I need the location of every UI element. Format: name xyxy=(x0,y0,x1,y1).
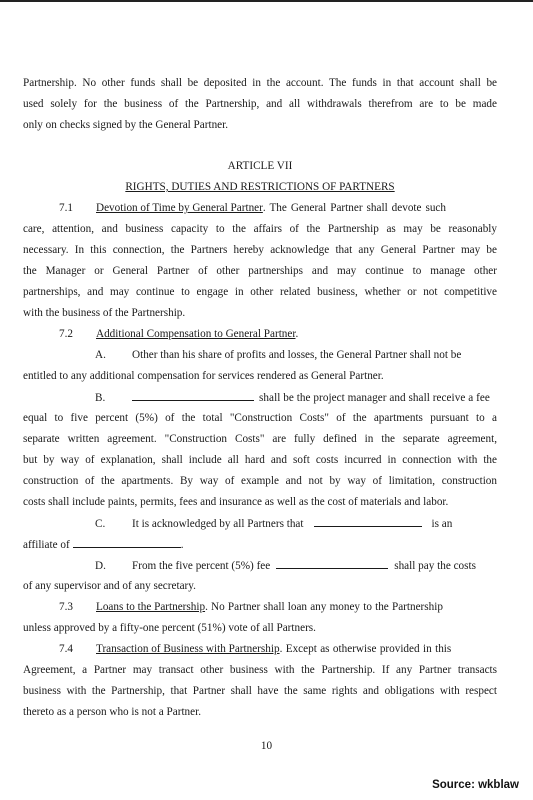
clause-text-line: construction of the apartments. By way of example and not by way of limitation, construction xyxy=(23,475,497,487)
section-text-line: thereto as a person who is not a Partner. xyxy=(23,706,202,718)
section-number: 7.1 xyxy=(59,202,73,214)
clause-text-end: is an xyxy=(431,518,453,530)
clause-period: . xyxy=(180,539,184,551)
clause-b-line xyxy=(23,390,497,405)
section-text-line: with the business of the Partnership. xyxy=(23,307,186,319)
page-number: 10 xyxy=(260,740,273,752)
section-7-3-heading-line xyxy=(23,600,497,614)
clause-text-line: entitled to any additional compensation for services rendered as General Partner. xyxy=(23,370,384,382)
section-7-1-heading-line xyxy=(23,201,497,215)
section-heading: Devotion of Time by General Partner xyxy=(96,202,263,214)
section-text-line: unless approved by a fifty-one percent (51%) vote of all Partners. xyxy=(23,622,316,634)
clause-text: From the five percent (5%) fee xyxy=(132,560,271,572)
section-text-line: business with the Partnership, that Partner shall have the same rights and obligations with respect xyxy=(23,685,497,697)
section-heading: Additional Compensation to General Partner xyxy=(96,328,296,340)
section-7-2-heading-line xyxy=(23,327,497,341)
clause-text-end: shall pay the costs xyxy=(394,560,476,572)
clause-text: Other than his share of profits and losses, the General Partner shall not be xyxy=(132,349,462,361)
intro-line: only on checks signed by the General Partner. xyxy=(23,119,229,131)
section-number: 7.4 xyxy=(59,643,73,655)
section-number: 7.2 xyxy=(59,328,73,340)
clause-text: affiliate of xyxy=(23,539,70,551)
section-text: . No Partner shall loan any money to the Partnership xyxy=(205,601,443,613)
clause-text-line: separate written agreement. "Construction Costs" are fully defined in the separate agreement, xyxy=(23,433,497,445)
clause-c-line xyxy=(23,516,497,531)
section-number: 7.3 xyxy=(59,601,73,613)
source-label: Source: wkblaw xyxy=(432,779,519,791)
section-text-line: necessary. In this connection, the Partners hereby acknowledge that any General Partner may be xyxy=(23,244,497,256)
section-text: . The General Partner shall devote such xyxy=(262,202,446,214)
clause-c-second-line xyxy=(23,537,497,552)
blank-underline xyxy=(276,558,388,569)
section-text-line: partnerships, and may continue to engage in other related business, whether or not competitive xyxy=(23,286,497,298)
intro-line: used solely for the business of the Partnership, and all withdrawals therefrom are to be made xyxy=(23,98,497,110)
clause-text: shall be the project manager and shall receive a fee xyxy=(259,392,490,404)
section-text: . Except as otherwise provided in this xyxy=(279,643,452,655)
section-heading-period: . xyxy=(295,328,299,340)
clause-label: D. xyxy=(95,560,106,572)
clause-text-line: but by way of explanation, shall include all hard and soft costs incurred in connection with the xyxy=(23,454,497,466)
article-number: ARTICLE VII xyxy=(227,160,293,172)
clause-label: C. xyxy=(95,518,106,530)
section-heading: Transaction of Business with Partnership xyxy=(96,643,280,655)
section-text-line: Agreement, a Partner may transact other business with the Partnership. If any Partner transacts xyxy=(23,664,497,676)
top-border xyxy=(0,0,533,2)
clause-d-line xyxy=(23,558,497,573)
clause-label: A. xyxy=(95,349,106,361)
blank-underline xyxy=(314,516,422,527)
blank-underline xyxy=(73,537,181,548)
section-7-4-heading-line xyxy=(23,642,497,656)
clause-label: B. xyxy=(95,392,106,404)
section-text-line: the Manager or General Partner of other partnerships and may continue to manage other xyxy=(23,265,497,277)
clause-text: It is acknowledged by all Partners that xyxy=(132,518,304,530)
section-text-line: care, attention, and business capacity to the affairs of the Partnership as may be reasonably xyxy=(23,223,497,235)
clause-text-line: of any supervisor and of any secretary. xyxy=(23,580,196,592)
article-title: RIGHTS, DUTIES AND RESTRICTIONS OF PARTNERS xyxy=(125,181,395,193)
blank-underline xyxy=(132,390,254,401)
clause-text-line: equal to five percent (5%) of the total "Construction Costs" of the apartments pursuant to a xyxy=(23,412,497,424)
section-heading: Loans to the Partnership xyxy=(96,601,206,613)
clause-a-line xyxy=(23,348,497,362)
clause-text-line: costs shall include paints, permits, fees and insurance as well as the cost of materials and labor. xyxy=(23,496,449,508)
intro-line: Partnership. No other funds shall be deposited in the account. The funds in that account shall be xyxy=(23,77,497,89)
